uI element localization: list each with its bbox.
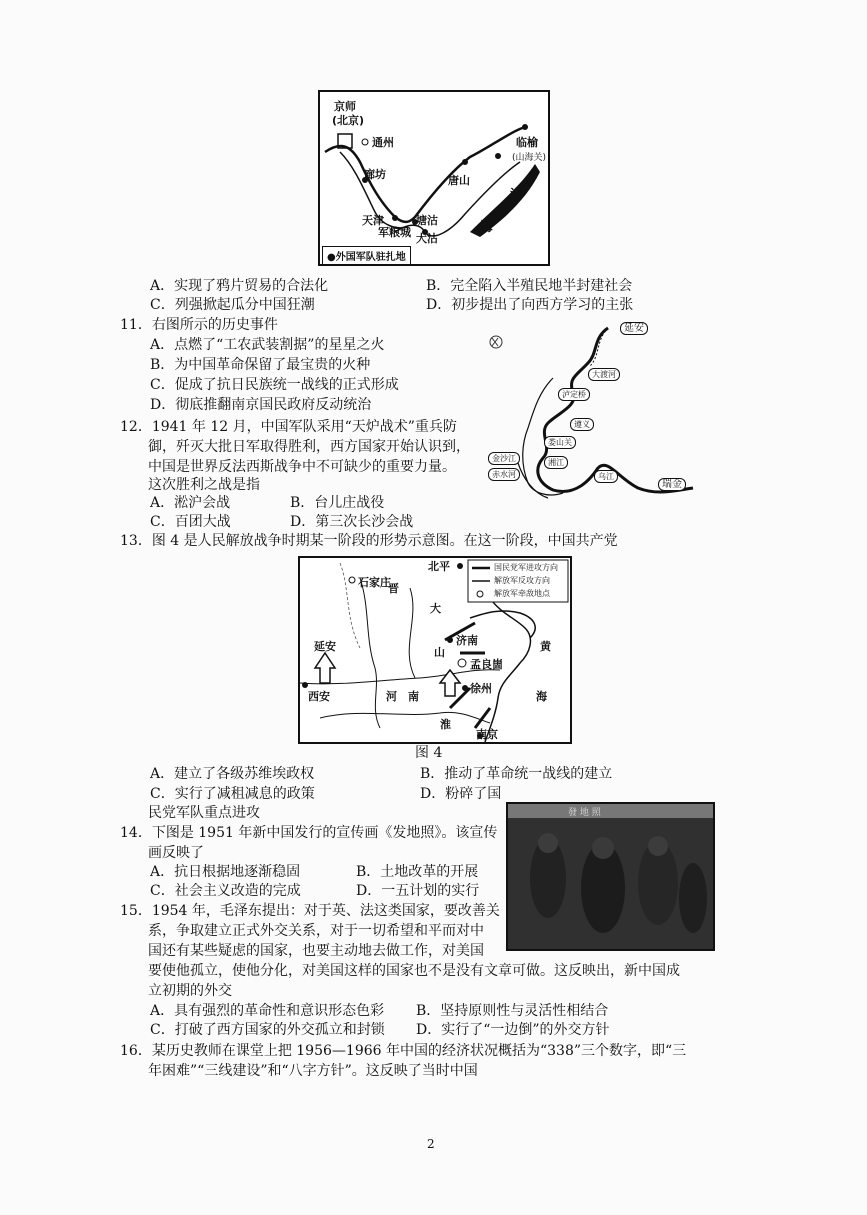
- poster-figures: [508, 818, 713, 949]
- q15-option-b-text: 坚持原则性与灵活性相结合: [440, 1003, 609, 1019]
- q11-option-b-letter: B．: [150, 357, 175, 373]
- q14-number: 14．: [120, 825, 152, 841]
- q14-option-c-text: 社会主义改造的完成: [174, 883, 301, 899]
- map1-label-bo: 渤: [510, 188, 524, 203]
- q14-option-d-letter: D．: [356, 883, 382, 899]
- q11-option-c-letter: C．: [150, 377, 175, 393]
- q10-option-a-letter: A．: [150, 278, 175, 294]
- lm-tag-yanan: 延安: [620, 322, 648, 335]
- page-number: 2: [427, 1137, 435, 1151]
- q14-line-1: 画反映了: [148, 845, 204, 861]
- q15-option-c-letter: C．: [150, 1022, 175, 1038]
- propaganda-poster-image: [506, 802, 715, 951]
- q15-option-b-letter: B．: [416, 1003, 441, 1019]
- q12-option-d[interactable]: [290, 513, 413, 531]
- q11-option-c[interactable]: [150, 376, 399, 394]
- q11-option-b-text: 为中国革命保留了最宝贵的火种: [174, 357, 371, 373]
- q13-option-d[interactable]: [420, 785, 501, 803]
- map1-label-junliangcheng: 军粮城: [378, 226, 411, 239]
- q10-option-c-text: 列强掀起瓜分中国狂潮: [174, 297, 315, 313]
- q11-option-b[interactable]: [150, 356, 370, 374]
- map1-label-langfang: 廊坊: [364, 168, 386, 181]
- q15-number: 15．: [120, 903, 152, 919]
- q15-line-0: [120, 902, 500, 920]
- lm-tag-ruijin: 瑞金: [658, 478, 686, 491]
- q12-option-c-text: 百团大战: [174, 514, 231, 530]
- q12-line-0-text: 1941 年 12 月，中国军队采用“天炉战术”重兵防: [151, 419, 457, 435]
- q11-option-a-letter: A．: [150, 337, 175, 353]
- map4-label-jinan: 济南: [456, 634, 478, 647]
- lm-tag-place-4: 金沙江: [488, 452, 520, 465]
- lm-tag-place-0: 大渡河: [588, 368, 620, 381]
- q13-option-c[interactable]: [150, 785, 315, 803]
- q16-line-0-text: 某历史教师在课堂上把 1956—1966 年中国的经济状况概括为“338”三个数字，即“三: [151, 1043, 687, 1059]
- q10-option-a[interactable]: [150, 277, 328, 295]
- map1-label-dagu: 大沽: [416, 232, 438, 245]
- q11-option-a-text: 点燃了“工农武装割据”的星星之火: [174, 337, 385, 353]
- q15-option-a-text: 具有强烈的革命性和意识形态色彩: [174, 1003, 385, 1019]
- map1-label-shanhaiguan: (山海关): [512, 153, 547, 163]
- map1-label-tanggu: 塘沽: [416, 214, 438, 227]
- lm-tag-place-2: 遵义: [570, 418, 594, 431]
- q14-option-c[interactable]: [150, 882, 301, 900]
- q11-option-a[interactable]: [150, 336, 384, 354]
- q12-line-1: 御，歼灭大批日军取得胜利，西方国家开始认识到，: [148, 439, 470, 455]
- map4-label-he: 河: [386, 690, 397, 703]
- map4-legend-2: 解放军牵敌地点: [494, 589, 550, 598]
- map4-label-beiping: 北平: [428, 560, 450, 573]
- q15-option-d-text: 实行了“一边倒”的外交方针: [441, 1022, 610, 1038]
- q15-line-3: 要使他孤立，使他分化，对美国这样的国家也不是没有文章可做。这反映出，新中国成: [148, 963, 680, 979]
- q11-option-d-text: 彻底推翻南京国民政府反动统治: [175, 397, 372, 413]
- map1-label-linyu: 临榆: [516, 136, 538, 149]
- q10-option-d-letter: D．: [426, 297, 452, 313]
- q14-option-b[interactable]: [356, 863, 478, 881]
- q13-option-a[interactable]: [150, 765, 314, 783]
- q15-option-d[interactable]: [416, 1021, 610, 1039]
- q16-line-1: 年困难”“三线建设”和“八字方针”。这反映了当时中国: [148, 1063, 478, 1079]
- lm-tag-place-6: 赤水河: [488, 468, 520, 481]
- map4-label-hai: 海: [536, 690, 547, 703]
- q14-line-0: [120, 824, 497, 842]
- q14-option-d[interactable]: [356, 882, 479, 900]
- q11-stem: [120, 316, 278, 334]
- q16-line-0: [120, 1042, 686, 1060]
- map4-label-da: 大: [430, 602, 441, 615]
- map-liberation-war: [298, 556, 572, 744]
- q10-option-d-text: 初步提出了向西方学习的主张: [451, 297, 634, 313]
- lm-tag-place-3: 娄山关: [544, 436, 576, 449]
- q13-option-c-letter: C．: [150, 786, 175, 802]
- q15-line-1: 系，争取建立正式外交关系，对于一切希望和平而对中: [148, 923, 484, 939]
- q15-line-2: 国还有某些疑虑的国家，也要主动地去做工作，对美国: [148, 943, 484, 959]
- map-long-march: [478, 318, 708, 508]
- q15-line-0-text: 1954 年，毛泽东提出：对于英、法这类国家，要改善关: [151, 903, 500, 919]
- map4-legend-1: 解放军反攻方向: [494, 576, 550, 585]
- q14-option-a-letter: A．: [150, 864, 175, 880]
- q12-option-b[interactable]: [290, 494, 384, 512]
- q12-option-a-text: 淞沪会战: [174, 495, 231, 511]
- q12-option-b-letter: B．: [290, 495, 315, 511]
- q13-option-b-letter: B．: [420, 766, 445, 782]
- map4-label-shijiazhuang: 石家庄: [358, 576, 391, 589]
- q10-option-a-text: 实现了鸦片贸易的合法化: [174, 278, 329, 294]
- q12-option-a[interactable]: [150, 494, 230, 512]
- q15-option-b[interactable]: [416, 1002, 608, 1020]
- lm-tag-place-5: 湘江: [544, 456, 568, 469]
- poster-title-bar: [508, 804, 713, 818]
- map4-legend-0: 国民党军进攻方向: [494, 563, 558, 572]
- q13-option-d-text: 粉碎了国: [445, 786, 502, 802]
- q15-option-d-letter: D．: [416, 1022, 442, 1038]
- map4-label-huang: 黄: [540, 640, 551, 653]
- map4-label-jin: 晋: [388, 582, 399, 595]
- map4-label-menglianggu: 孟良崮: [470, 658, 503, 671]
- q13-option-b[interactable]: [420, 765, 612, 783]
- q12-line-3: 这次胜利之战是指: [148, 477, 260, 493]
- map-foreign-troops: [318, 90, 550, 266]
- q16-number: 16．: [120, 1043, 152, 1059]
- q13-continuation: 民党军队重点进攻: [148, 805, 260, 821]
- q15-option-c-text: 打破了西方国家的外交孤立和封锁: [174, 1022, 385, 1038]
- q15-option-a-letter: A．: [150, 1003, 175, 1019]
- q14-option-a-text: 抗日根据地逐渐稳固: [174, 864, 301, 880]
- q12-option-d-text: 第三次长沙会战: [315, 514, 414, 530]
- q10-option-c-letter: C．: [150, 297, 175, 313]
- q11-option-d-letter: D．: [150, 397, 176, 413]
- q12-option-b-text: 台儿庄战役: [314, 495, 385, 511]
- q13-figure-caption: 图 4: [415, 745, 443, 761]
- map4-label-nan: 南: [408, 690, 419, 703]
- q15-option-c[interactable]: [150, 1021, 385, 1039]
- q12-number: 12．: [120, 419, 152, 435]
- q10-option-b-text: 完全陷入半殖民地半封建社会: [450, 278, 633, 294]
- map4-label-yanan: 延安: [314, 640, 336, 653]
- q14-option-b-text: 土地改革的开展: [380, 864, 479, 880]
- map1-label-hai: 海: [480, 220, 494, 235]
- q13-number: 13．: [120, 533, 152, 549]
- q11-option-c-text: 促成了抗日民族统一战线的正式形成: [174, 377, 399, 393]
- q12-option-d-letter: D．: [290, 514, 316, 530]
- q13-stem: [120, 532, 618, 550]
- q14-option-c-letter: C．: [150, 883, 175, 899]
- q13-option-a-text: 建立了各级苏维埃政权: [174, 766, 315, 782]
- q12-option-c[interactable]: [150, 513, 231, 531]
- q13-option-b-text: 推动了革命统一战线的建立: [444, 766, 613, 782]
- q10-option-b-letter: B．: [426, 278, 451, 294]
- poster-title-text: 發 地 照: [568, 808, 601, 818]
- q14-option-d-text: 一五计划的实行: [381, 883, 480, 899]
- lm-tag-place-7: 乌江: [594, 470, 618, 483]
- q11-stem-text: 右图所示的历史事件: [151, 317, 278, 333]
- q10-option-c[interactable]: [150, 296, 315, 314]
- q13-stem-text: 图 4 是人民解放战争时期某一阶段的形势示意图。在这一阶段，中国共产党: [151, 533, 618, 549]
- q13-option-c-text: 实行了减租减息的政策: [174, 786, 315, 802]
- q13-option-a-letter: A．: [150, 766, 175, 782]
- map4-label-huai: 淮: [440, 718, 451, 731]
- lm-tag-place-1: 泸定桥: [558, 388, 590, 401]
- q12-option-a-letter: A．: [150, 495, 175, 511]
- map4-label-xuzhou: 徐州: [470, 682, 492, 695]
- legend-dot-icon: ●: [327, 252, 336, 263]
- map1-label-jingshi: 京师: [334, 100, 356, 113]
- map1-label-tangshan: 唐山: [448, 174, 470, 187]
- q13-option-d-letter: D．: [420, 786, 446, 802]
- q14-option-a[interactable]: [150, 863, 300, 881]
- map1-label-tianjin: 天津: [362, 214, 384, 227]
- q10-option-b[interactable]: [426, 277, 632, 295]
- map4-label-shan: 山: [434, 646, 445, 659]
- q10-option-d[interactable]: [426, 296, 633, 314]
- map1-legend-text: 外国军队驻扎地: [335, 252, 406, 263]
- q12-line-0: [120, 418, 457, 436]
- map1-legend: [322, 246, 411, 265]
- q14-line-0-text: 下图是 1951 年新中国发行的宣传画《发地照》。该宣传: [151, 825, 498, 841]
- q15-line-4: 立初期的外交: [148, 983, 232, 999]
- map1-label-tongzhou: 通州: [372, 136, 394, 149]
- map4-label-xian: 西安: [308, 690, 330, 703]
- map1-label-beijing: (北京): [332, 114, 365, 127]
- q15-option-a[interactable]: [150, 1002, 384, 1020]
- q12-line-2: 中国是世界反法西斯战争中不可缺少的重要力量。: [148, 459, 456, 475]
- q12-option-c-letter: C．: [150, 514, 175, 530]
- q11-number: 11．: [120, 317, 152, 333]
- q11-option-d[interactable]: [150, 396, 371, 414]
- map4-label-nanjing: 南京: [476, 728, 498, 741]
- q14-option-b-letter: B．: [356, 864, 381, 880]
